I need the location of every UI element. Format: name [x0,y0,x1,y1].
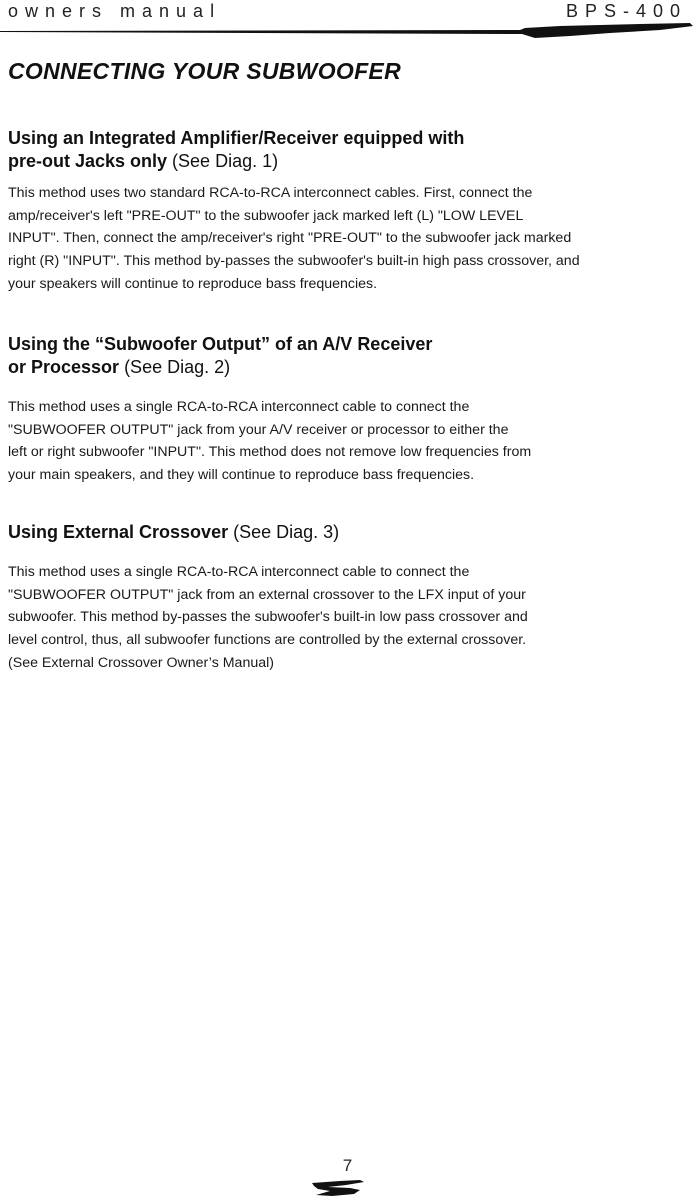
heading-diagram-ref: (See Diag. 2) [119,357,231,377]
section-heading [8,127,688,173]
section-heading [8,333,688,379]
section-av-receiver [8,333,688,487]
section-body: This method uses two standard RCA-to-RCA interconnect cables. First, connect the amp/receiver's left "PRE-OUT" to the subwoofer jack marked left (L) "LOW LEVEL INPUT". Then, connect the amp/receiver's right "PRE-OUT" to the subwoofer jack marked right (R) "INPUT". This method by-passes the subwoofer's built-in high pass crossover, and your speakers will continue to reproduce bass frequencies. [8,185,580,292]
heading-bold: Using an Integrated Amplifier/Receiver equipped with pre-out Jacks only [8,128,465,171]
section-body: This method uses a single RCA-to-RCA interconnect cable to connect the "SUBWOOFER OUTPUT" jack from an external crossover to the LFX input of your subwoofer. This method by-passes the subwoofer's built-in low pass crossover and level control, thus, all subwoofer functions are controlled by the external crossover. (See External Crossover Owner’s Manual) [8,564,528,671]
section-integrated-amplifier [8,127,688,296]
section-heading [8,521,688,544]
heading-diagram-ref: (See Diag. 3) [228,522,340,542]
page-number: 7 [342,1156,353,1175]
section-body: This method uses a single RCA-to-RCA interconnect cable to connect the "SUBWOOFER OUTPUT" jack from your A/V receiver or processor to either the left or right subwoofer "INPUT". This method does not remove low frequencies from your main speakers, and they will continue to reproduce bass frequencies. [8,399,532,484]
header-manual-label: owners manual [8,1,222,21]
page-title: CONNECTING YOUR SUBWOOFER [8,58,401,84]
footer-brush-mark [310,1178,366,1198]
heading-diagram-ref: (See Diag. 1) [167,151,279,171]
section-external-crossover [8,521,688,675]
header-model-label: BPS-400 [565,1,687,21]
header-brush-rule [0,22,695,42]
heading-bold: Using External Crossover [8,522,229,542]
heading-bold: Using the “Subwoofer Output” of an A/V Receiver or Processor [8,334,433,377]
